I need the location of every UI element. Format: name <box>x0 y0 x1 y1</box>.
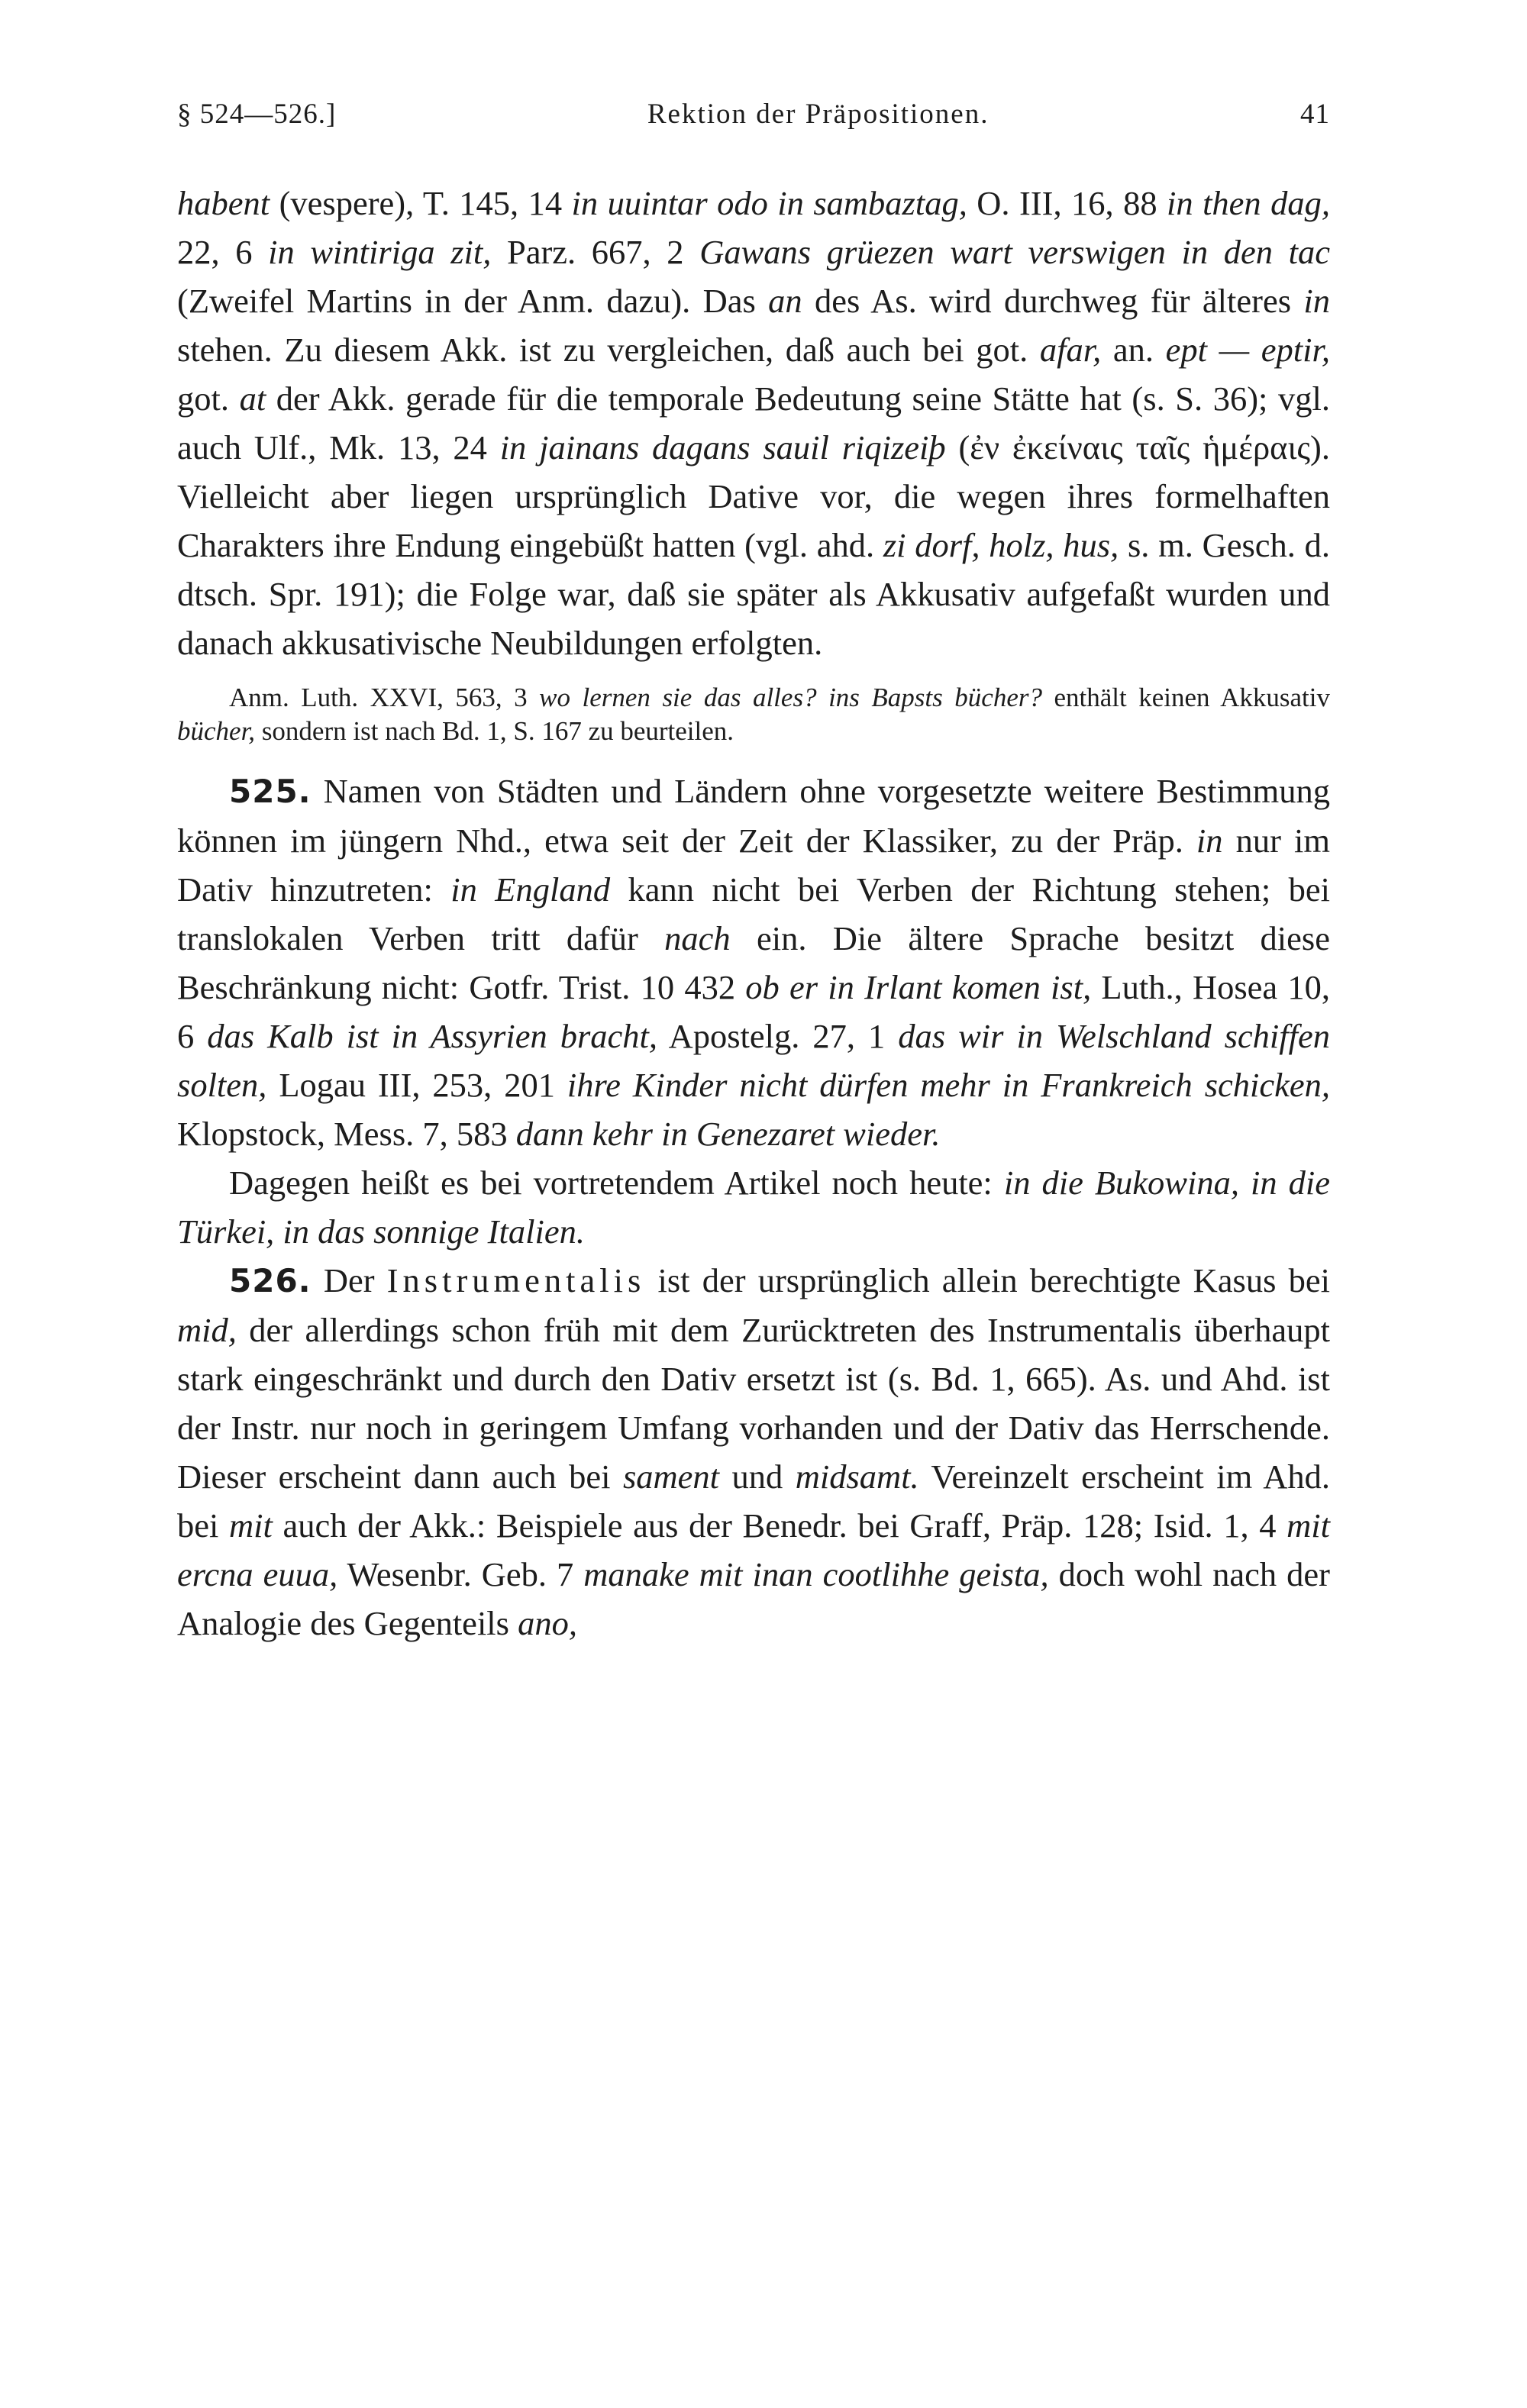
text-run: s. m. Gesch. d. dtsch. Spr. 191); die Folge war, daß sie später als Akkusativ aufgefaßt wurden und danach akkusativische Neubildungen erfolgten. <box>177 526 1330 662</box>
italic-citation: ano, <box>518 1604 577 1642</box>
italic-citation: afar, <box>1039 331 1102 369</box>
annotation-note <box>177 681 1330 748</box>
italic-citation: at <box>239 379 266 418</box>
page-header-title: Rektion der Präpositionen. <box>647 98 989 130</box>
italic-citation: ept — eptir, <box>1165 331 1330 369</box>
italic-citation: habent <box>177 184 270 222</box>
text-run: der allerdings schon früh mit dem Zurücktreten des Instrumentalis überhaupt stark eingeschränkt und durch den Dativ ersetzt ist (s. Bd. 1, 665). As. und Ahd. ist der Instr. nur noch in geringem Umfang vorhanden und der Dativ das Herrschende. Dieser erscheint dann auch bei <box>177 1311 1330 1496</box>
text-run: Klopstock, Mess. 7, 583 <box>177 1115 516 1153</box>
text-run: des As. wird durchweg für älteres <box>802 282 1304 320</box>
text-run: enthält keinen Akkusativ <box>1041 683 1331 712</box>
italic-citation: bücher, <box>177 716 256 746</box>
paragraph-526 <box>177 1256 1330 1648</box>
text-run: ist der ursprünglich allein berechtigte Kasus bei <box>645 1261 1330 1299</box>
body-text <box>177 179 1330 1648</box>
page-number: 41 <box>1300 98 1330 130</box>
italic-citation: dann kehr in Genezaret wieder. <box>515 1115 941 1153</box>
section-number: 526. <box>229 1262 312 1299</box>
paragraph-525-continued <box>177 1158 1330 1256</box>
text-run: Luth., Hosea 10, 6 <box>177 968 1330 1055</box>
italic-citation: wo lernen sie das alles? ins Bapsts bücher? <box>539 683 1042 712</box>
text-run: und <box>719 1457 796 1496</box>
text-run: Logau III, 253, 201 <box>266 1066 567 1104</box>
text-run: nur im Dativ hinzutreten: <box>177 821 1331 909</box>
italic-citation: midsamt. <box>795 1457 919 1496</box>
italic-citation: mid, <box>177 1311 237 1349</box>
text-run: der Akk. gerade für die temporale Bedeutung seine Stätte hat (s. S. 36); vgl. auch Ulf., Mk. 13, 24 <box>177 379 1330 466</box>
text-run: kann nicht bei Verben der Richtung stehen; bei translokalen Verben tritt dafür <box>177 870 1330 957</box>
italic-citation: mit ercna euua, <box>177 1506 1330 1593</box>
text-run: got. <box>177 379 240 418</box>
text-run: ein. Die ältere Sprache besitzt diese Beschränkung nicht: Gotfr. Trist. 10 432 <box>177 919 1330 1006</box>
text-run: Instrumentalis <box>386 1261 646 1299</box>
section-number: 525. <box>229 773 312 810</box>
italic-citation: zi dorf, holz, hus, <box>883 526 1119 564</box>
text-run: 22, 6 <box>177 233 269 271</box>
text-run: Der <box>311 1261 387 1299</box>
text-run: sondern ist nach Bd. 1, S. 167 zu beurteilen. <box>255 716 734 746</box>
running-head <box>177 98 1330 145</box>
text-run: Wesenbr. Geb. 7 <box>337 1555 584 1593</box>
italic-citation: das wir in Welschland schiffen solten, <box>177 1017 1330 1104</box>
text-run: Dagegen heißt es bei vortretendem Artikel noch heute: <box>229 1164 1004 1202</box>
book-page <box>177 98 1330 1648</box>
text-run: Anm. Luth. XXVI, 563, 3 <box>229 683 540 712</box>
paragraph-524-continued <box>177 179 1330 667</box>
italic-citation: ob er in Irlant komen ist, <box>745 968 1092 1006</box>
text-run: Vereinzelt erscheint im Ahd. bei <box>177 1457 1331 1545</box>
italic-citation: das Kalb ist in Assyrien bracht, <box>207 1017 658 1055</box>
text-run: an. <box>1101 331 1166 369</box>
italic-citation: Gawans grüezen wart verswigen in den tac <box>699 233 1330 271</box>
italic-citation: sament <box>622 1457 720 1496</box>
italic-citation: in jainans dagans sauil riqizeiþ <box>499 428 946 466</box>
italic-citation: in die Bukowina, in die Türkei, in das sonnige Italien. <box>177 1164 1330 1251</box>
note-text <box>177 681 1330 748</box>
italic-citation: mit <box>229 1506 273 1545</box>
italic-citation: an <box>768 282 802 320</box>
paragraph-525 <box>177 767 1330 1158</box>
text-run: stehen. Zu diesem Akk. ist zu vergleichen, daß auch bei got. <box>177 331 1040 369</box>
italic-citation: in <box>1196 821 1223 860</box>
italic-citation: in wintiriga zit, <box>268 233 492 271</box>
italic-citation: in <box>1303 282 1330 320</box>
italic-citation: ihre Kinder nicht dürfen mehr in Frankreich schicken, <box>567 1066 1331 1104</box>
text-run: (vespere), T. 145, 14 <box>270 184 572 222</box>
text-run: doch wohl nach der Analogie des Gegenteils <box>177 1555 1330 1642</box>
text-run: (ἐν ἐκείναις ταῖς ἡμέραις). Vielleicht aber liegen ursprünglich Dative vor, die wegen ihres formelhaften Charakters ihre Endung eingebüßt hatten (vgl. ahd. <box>177 428 1330 564</box>
italic-citation: in England <box>450 870 611 909</box>
text-run: auch der Akk.: Beispiele aus der Benedr. bei Graff, Präp. 128; Isid. 1, 4 <box>272 1506 1287 1545</box>
text-run: (Zweifel Martins in der Anm. dazu). Das <box>177 282 769 320</box>
italic-citation: in then dag, <box>1167 184 1330 222</box>
text-run: O. III, 16, 88 <box>967 184 1167 222</box>
italic-citation: nach <box>664 919 731 957</box>
text-run: Apostelg. 27, 1 <box>657 1017 899 1055</box>
text-run: Namen von Städten und Ländern ohne vorgesetzte weitere Bestimmung können im jüngern Nhd., etwa seit der Zeit der Klassiker, zu der Präp. <box>177 772 1330 860</box>
italic-citation: in uuintar odo in sambaztag, <box>571 184 967 222</box>
section-range: § 524—526.] <box>177 98 337 130</box>
text-run: Parz. 667, 2 <box>491 233 700 271</box>
italic-citation: manake mit inan cootlihhe geista, <box>583 1555 1049 1593</box>
